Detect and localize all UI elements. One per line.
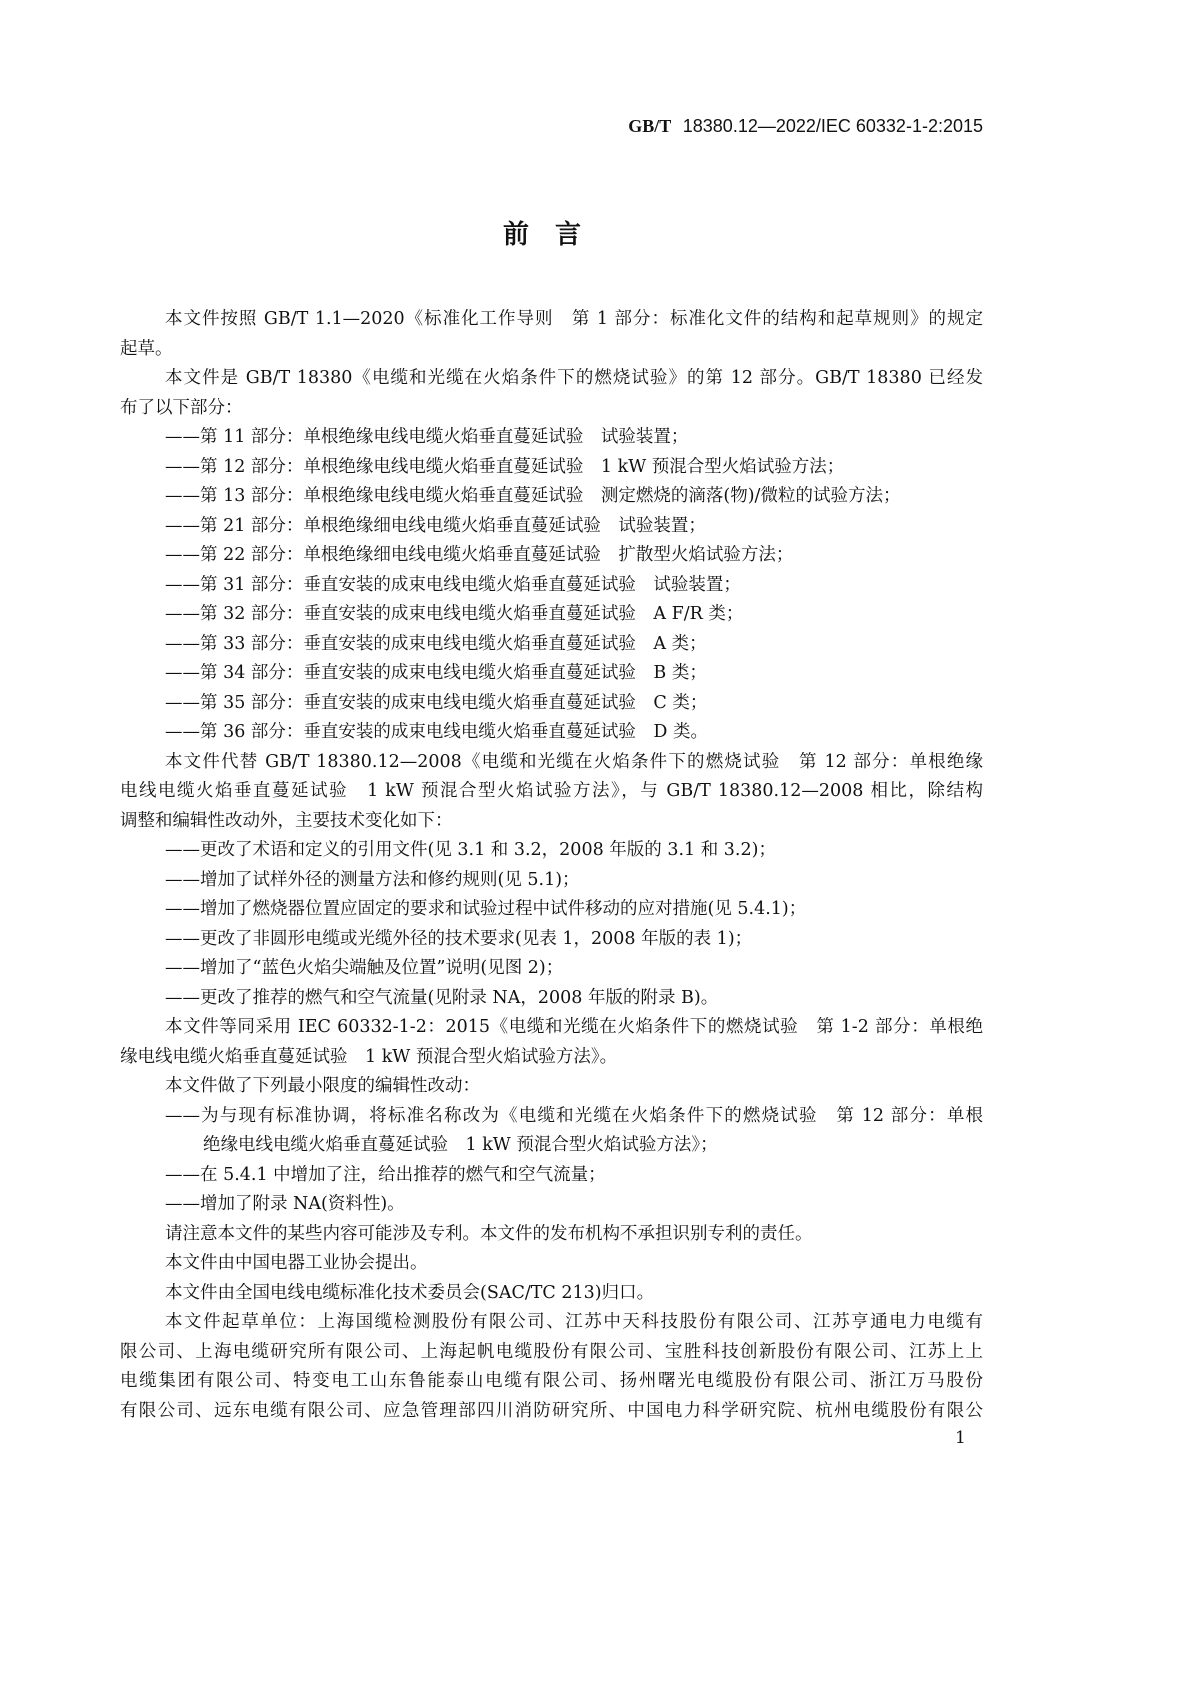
paragraph-line: 起草。	[120, 338, 173, 359]
paragraph-line: 有限公司、远东电缆有限公司、应急管理部四川消防研究所、中国电力科学研究院、杭州电缆股份有限公	[120, 1400, 983, 1421]
paragraph-line: 限公司、上海电缆研究所有限公司、上海起帆电缆股份有限公司、宝胜科技创新股份有限公司、江苏上上	[120, 1341, 983, 1362]
list-item-line: ——第 22 部分：单根绝缘细电线电缆火焰垂直蔓延试验 扩散型火焰试验方法；	[165, 545, 794, 565]
list-item-line: ——第 33 部分：垂直安装的成束电线电缆火焰垂直蔓延试验 A 类；	[165, 633, 707, 654]
list-item-line: ——第 35 部分：垂直安装的成束电线电缆火焰垂直蔓延试验 C 类；	[165, 692, 708, 713]
paragraph-line: 调整和编辑性改动外，主要技术变化如下：	[120, 810, 453, 831]
list-item-line: ——第 13 部分：单根绝缘电线电缆火焰垂直蔓延试验 测定燃烧的滴落(物)/微粒的试验方法；	[165, 486, 901, 506]
list-item-line: ——增加了“蓝色火焰尖端触及位置”说明(见图 2)；	[165, 958, 564, 978]
paragraph-line: 缘电线电缆火焰垂直蔓延试验 1 kW 预混合型火焰试验方法》。	[120, 1046, 618, 1067]
list-item-line: ——增加了燃烧器位置应固定的要求和试验过程中试件移动的应对措施(见 5.4.1)；	[165, 899, 807, 919]
list-item-line: ——在 5.4.1 中增加了注，给出推荐的燃气和空气流量；	[165, 1164, 606, 1185]
paragraph-line: 本文件由中国电器工业协会提出。	[165, 1253, 428, 1273]
list-item-line: ——更改了术语和定义的引用文件(见 3.1 和 3.2，2008 年版的 3.1 和 3.2)；	[165, 840, 776, 860]
list-item-line: ——第 31 部分：垂直安装的成束电线电缆火焰垂直蔓延试验 试验装置；	[165, 574, 741, 595]
list-item-line: 绝缘电线电缆火焰垂直蔓延试验 1 kW 预混合型火焰试验方法》；	[203, 1135, 718, 1155]
list-item-line: ——第 21 部分：单根绝缘细电线电缆火焰垂直蔓延试验 试验装置；	[165, 515, 706, 536]
paragraph-line: 请注意本文件的某些内容可能涉及专利。本文件的发布机构不承担识别专利的责任。	[165, 1223, 813, 1244]
paragraph-line: 本文件由全国电线电缆标准化技术委员会(SAC/TC 213)归口。	[165, 1282, 655, 1303]
standard-number-header	[628, 116, 983, 137]
list-item-line: ——第 32 部分：垂直安装的成束电线电缆火焰垂直蔓延试验 A F/R 类；	[165, 604, 744, 624]
paragraph-line: 电线电缆火焰垂直蔓延试验 1 kW 预混合型火焰试验方法》，与 GB/T 18380.12—2008 相比，除结构	[120, 781, 983, 801]
document-body	[120, 305, 983, 1426]
paragraph-line: 本文件代替 GB/T 18380.12—2008《电缆和光缆在火焰条件下的燃烧试验 第 12 部分：单根绝缘	[165, 751, 983, 772]
list-item-line: ——增加了试样外径的测量方法和修约规则(见 5.1)；	[165, 869, 580, 890]
paragraph-line: 本文件做了下列最小限度的编辑性改动：	[165, 1076, 480, 1096]
list-item-line: ——更改了推荐的燃气和空气流量(见附录 NA，2008 年版的附录 B)。	[165, 987, 719, 1008]
list-item-line: ——第 11 部分：单根绝缘电线电缆火焰垂直蔓延试验 试验装置；	[165, 427, 689, 447]
list-item-line: ——增加了附录 NA(资料性)。	[165, 1194, 405, 1214]
paragraph-line: 本文件等同采用 IEC 60332-1-2：2015《电缆和光缆在火焰条件下的燃烧试验 第 1-2 部分：单根绝	[165, 1017, 983, 1037]
list-item-line: ——更改了非圆形电缆或光缆外径的技术要求(见表 1，2008 年版的表 1)；	[165, 928, 753, 949]
list-item-line: ——第 36 部分：垂直安装的成束电线电缆火焰垂直蔓延试验 D 类。	[165, 722, 708, 742]
paragraph-line: 布了以下部分：	[120, 397, 243, 418]
list-item-line: ——第 34 部分：垂直安装的成束电线电缆火焰垂直蔓延试验 B 类；	[165, 663, 707, 683]
paragraph-line: 本文件是 GB/T 18380《电缆和光缆在火焰条件下的燃烧试验》的第 12 部分。GB/T 18380 已经发	[165, 368, 983, 388]
standard-prefix: GB/T	[628, 116, 672, 136]
list-item-line: ——第 12 部分：单根绝缘电线电缆火焰垂直蔓延试验 1 kW 预混合型火焰试验方法；	[165, 456, 845, 477]
paragraph-line: 本文件按照 GB/T 1.1—2020《标准化工作导则 第 1 部分：标准化文件的结构和起草规则》的规定	[165, 309, 983, 329]
list-item-line: ——为与现有标准协调，将标准名称改为《电缆和光缆在火焰条件下的燃烧试验 第 12 部分：单根	[165, 1105, 983, 1126]
standard-number: 18380.12—2022/IEC 60332-1-2:2015	[682, 116, 983, 136]
paragraph-line: 本文件起草单位：上海国缆检测股份有限公司、江苏中天科技股份有限公司、江苏亨通电力电缆有	[165, 1312, 983, 1332]
page-title: 前言	[502, 220, 607, 250]
paragraph-line: 电缆集团有限公司、特变电工山东鲁能泰山电缆有限公司、扬州曙光电缆股份有限公司、浙江万马股份	[120, 1371, 983, 1391]
page-number: 1	[955, 1428, 966, 1448]
